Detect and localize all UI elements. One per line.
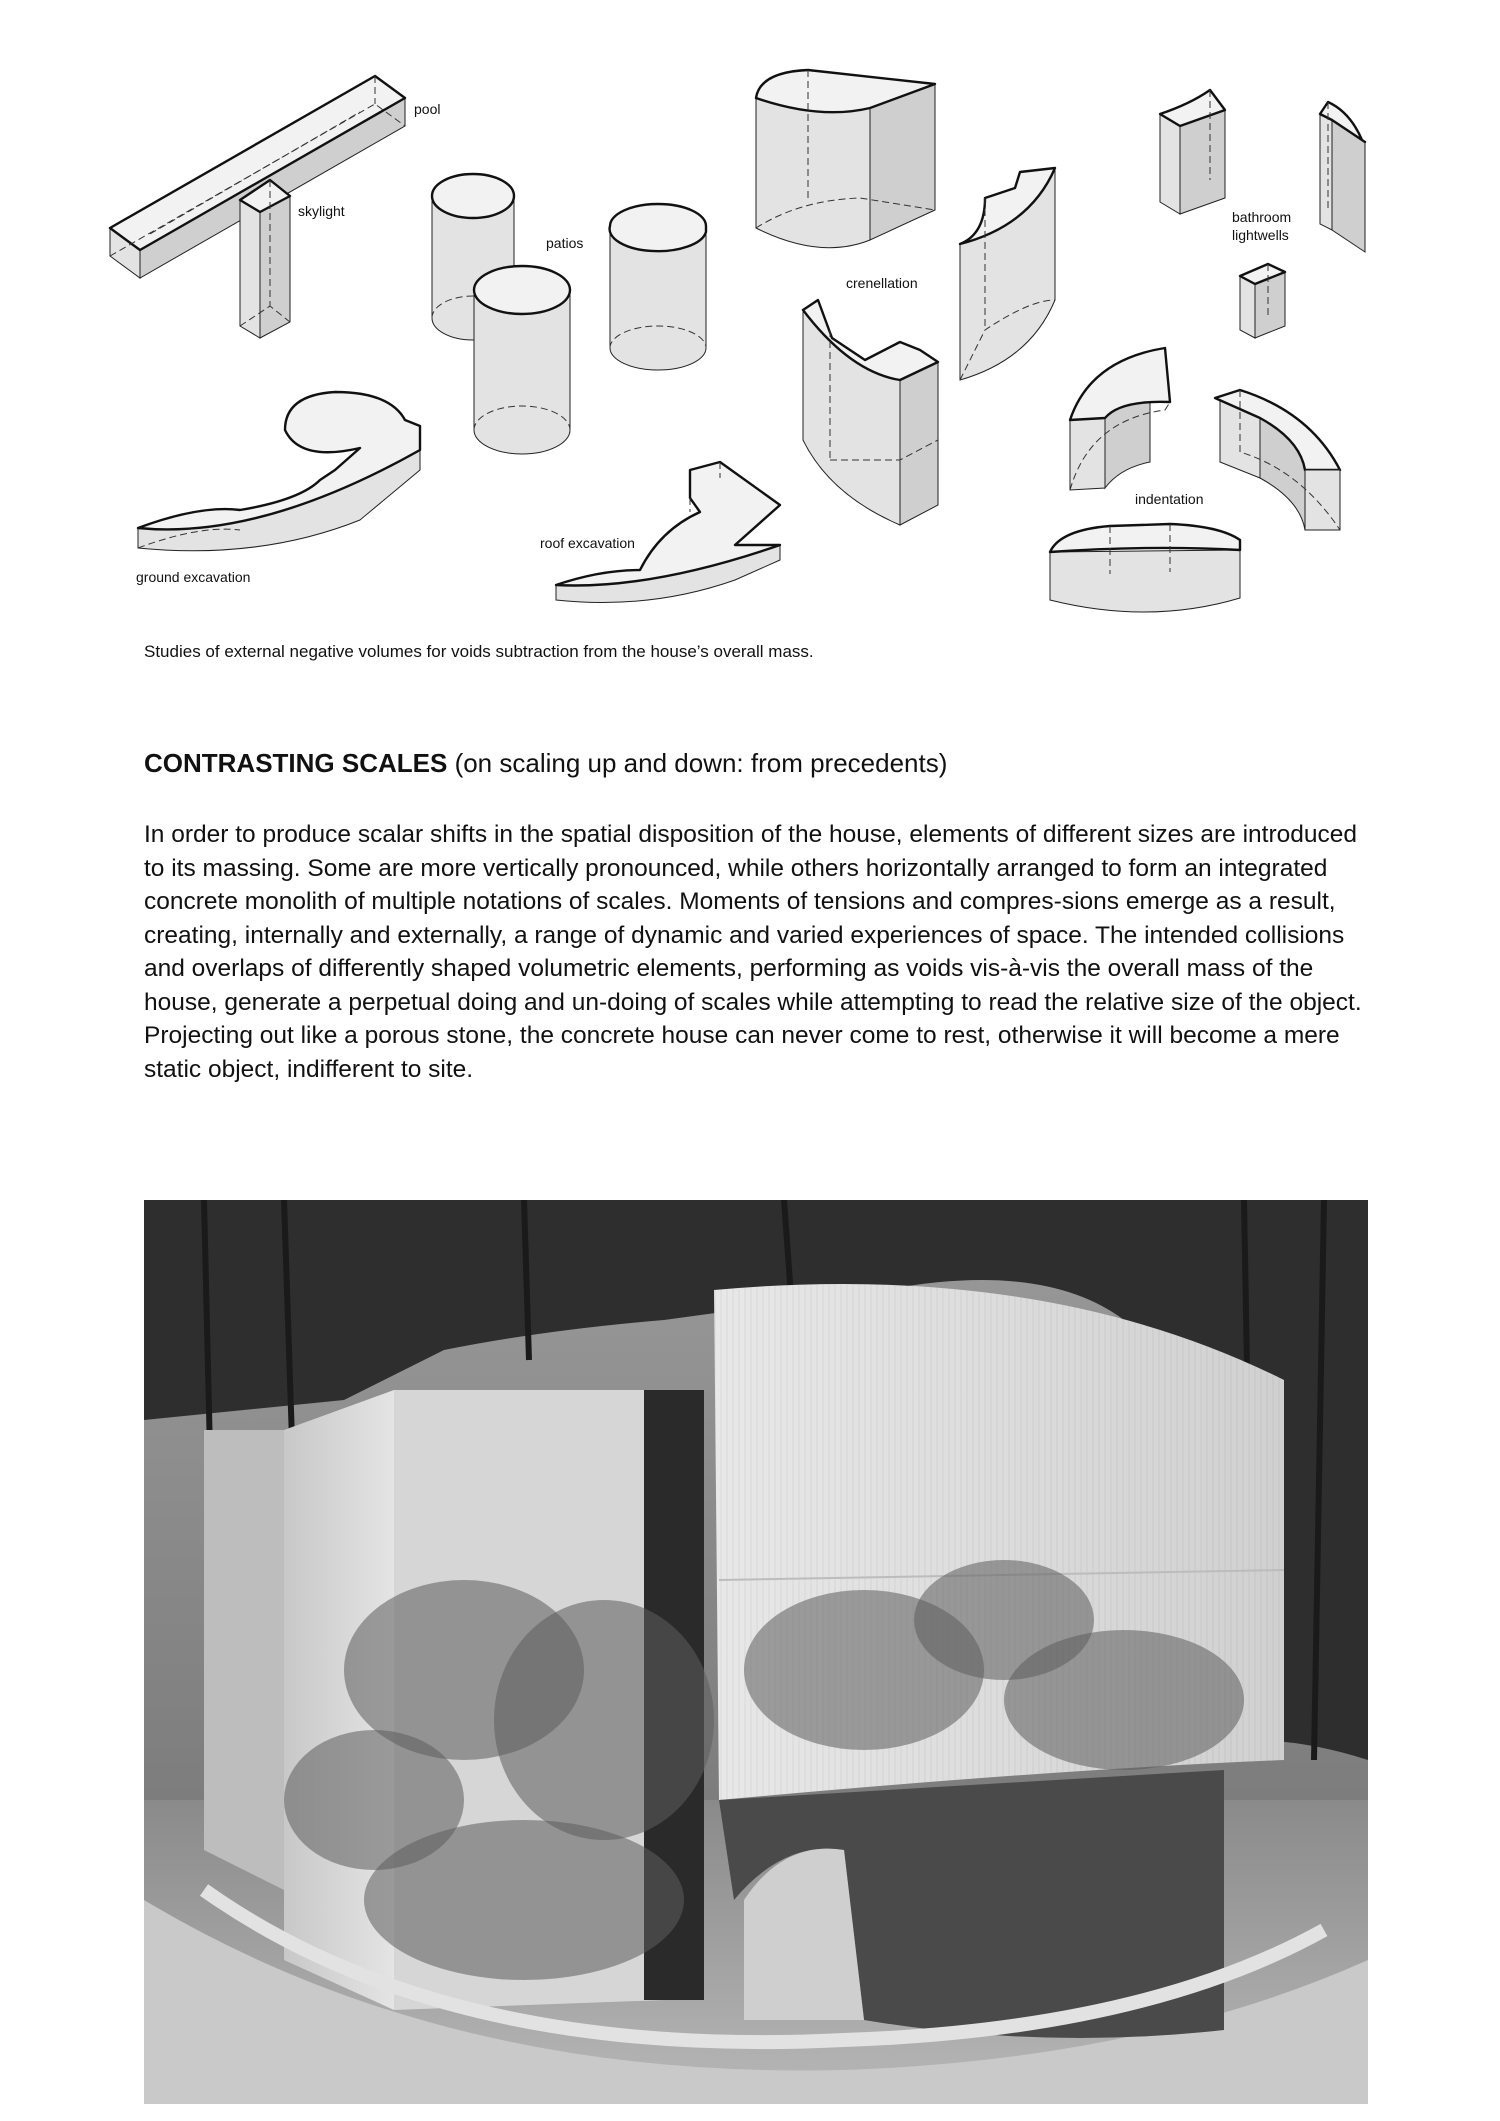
- crenellation-volume-2: [960, 168, 1055, 380]
- body-paragraph: In order to produce scalar shifts in the spatial disposition of the house, elements of different sizes are introduced to its massing. Some are more vertically pronounced, while others horizontally arranged to form an integrated concrete monolith of multiple notations of scales. Moments of tensions and compres-sions emerge as a result, creating, internally and externally, a range of dynamic and varied experiences of space. The intended collisions and overlaps of differently shaped volumetric elements, performing as voids vis-à-vis the overall mass of the house, generate a perpetual doing and un-doing of scales while attempting to read the relative size of the object. Projecting out like a porous stone, the concrete house can never come to rest, otherwise it will become a mere static object, indifferent to site.: [144, 821, 1362, 1083]
- skylight-volume: [240, 180, 290, 338]
- crenellation-volume-1: [756, 70, 935, 248]
- roof-excavation-volume: [556, 462, 780, 603]
- label-lightwells: lightwells: [1232, 227, 1289, 243]
- negative-volumes-diagram: [0, 0, 1500, 640]
- bathroom-lightwell-2: [1320, 102, 1365, 252]
- section-heading-rest: (on scaling up and down: from precedents): [447, 748, 948, 778]
- label-skylight: skylight: [298, 203, 345, 219]
- concrete-house-photo: [144, 1200, 1368, 2104]
- indentation-volume-3: [1050, 524, 1240, 612]
- section-heading-bold: CONTRASTING SCALES: [144, 748, 448, 778]
- figure-caption: Studies of external negative volumes for voids subtraction from the house’s overall mass.: [144, 642, 814, 661]
- bathroom-lightwell-1: [1160, 90, 1225, 214]
- patio-volume-2: [474, 266, 570, 454]
- label-bathroom: bathroom: [1232, 209, 1292, 225]
- label-roof-excavation: roof excavation: [540, 535, 635, 551]
- label-ground-excavation: ground excavation: [136, 569, 251, 585]
- label-patios: patios: [546, 235, 584, 251]
- label-pool: pool: [414, 101, 441, 117]
- crenellation-volume-3: [803, 300, 938, 525]
- ground-excavation-volume: [138, 392, 420, 551]
- section-heading: [144, 748, 1364, 779]
- indentation-volume-1: [1070, 348, 1170, 490]
- label-indentation: indentation: [1135, 491, 1204, 507]
- bathroom-lightwell-3: [1240, 264, 1285, 338]
- label-crenellation: crenellation: [846, 275, 918, 291]
- patio-volume-3: [610, 204, 706, 370]
- indentation-volume-2: [1215, 390, 1340, 530]
